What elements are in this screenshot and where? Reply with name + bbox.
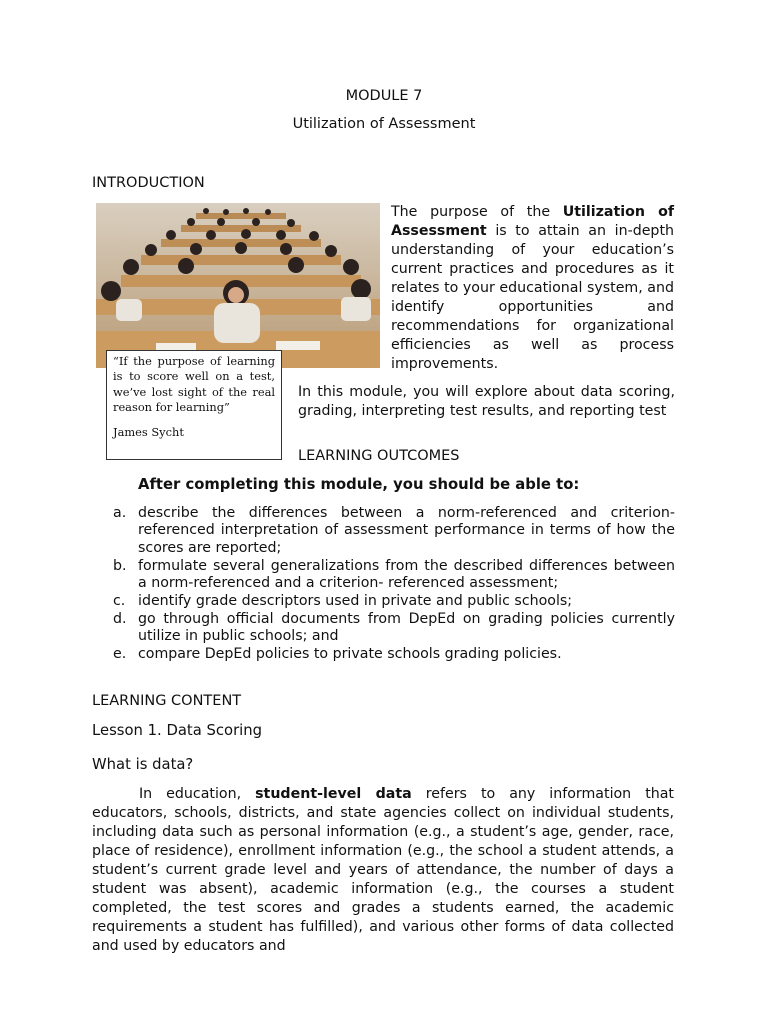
list-marker: e.	[113, 646, 127, 663]
classroom-exam-photo	[96, 203, 380, 368]
outcomes-list	[113, 505, 675, 664]
list-item-text: formulate several generalizations from the described differences between a norm-referenced and a criterion- referenced assessment;	[138, 557, 675, 592]
module-title: Utilization of Assessment	[292, 116, 476, 132]
introduction-paragraph	[391, 203, 674, 374]
list-marker: a.	[113, 505, 127, 521]
module-number: MODULE 7	[345, 88, 423, 104]
list-marker: d.	[113, 610, 127, 627]
list-item-text: identify grade descriptors used in private and public schools;	[138, 593, 573, 610]
data-prefix: In education,	[139, 786, 256, 802]
list-item	[113, 558, 675, 593]
list-item-text: go through official documents from DepEd on grading policies currently utilize in public schools; and	[138, 610, 675, 645]
list-marker: c.	[113, 593, 126, 610]
list-marker: b.	[113, 557, 127, 574]
list-item-text: compare DepEd policies to private schools grading policies.	[138, 646, 562, 663]
quote-text: “If the purpose of learning is to score well on a test, we’ve lost sight of the real reason for learning”	[113, 354, 275, 415]
learning-content-heading: LEARNING CONTENT	[92, 693, 242, 709]
list-item	[113, 646, 675, 663]
data-suffix: refers to any information that educators, schools, districts, and state agencies collect on individual students, including data such as personal information (e.g., a student’s age, gender, race, place of residence), enrollment information (e.g., the school a student attends, a student’s current grade level and years of attendance, the number of days a student was absent), academic information (e.g., the courses a student completed, the test scores and grades a students earned, the academic requirements a student has fulfilled), and various other forms of data collected and used by educators and	[92, 786, 674, 954]
learning-outcomes-heading: LEARNING OUTCOMES	[298, 448, 460, 464]
data-bold-term: student-level data	[255, 786, 412, 802]
intro-bold-term: Utilization of Assessment	[391, 204, 674, 239]
list-item	[113, 505, 675, 557]
list-item	[113, 593, 675, 610]
module-paragraph: In this module, you will explore about data scoring, grading, interpreting test results, and reporting test	[298, 384, 675, 419]
list-item	[113, 611, 675, 646]
intro-suffix: is to attain an in-depth understanding of your education’s current practices and procedures as it relates to your educational system, and identify opportunities and recommendations for organizational efficiencies as well as process improvements.	[391, 223, 674, 372]
intro-prefix: The purpose of the	[391, 204, 563, 220]
introduction-heading: INTRODUCTION	[92, 175, 205, 191]
quote-box	[106, 350, 282, 460]
lesson-heading: Lesson 1. Data Scoring	[92, 722, 263, 739]
outcomes-intro: After completing this module, you should be able to:	[138, 476, 580, 493]
classroom-photo-icon	[96, 203, 380, 368]
quote-author: James Sycht	[113, 424, 184, 439]
question-heading: What is data?	[92, 756, 194, 773]
list-item-text: describe the differences between a norm-referenced and criterion-referenced interpretation of assessment performance in terms of how the scores are reported;	[138, 505, 675, 556]
data-paragraph	[92, 785, 674, 956]
